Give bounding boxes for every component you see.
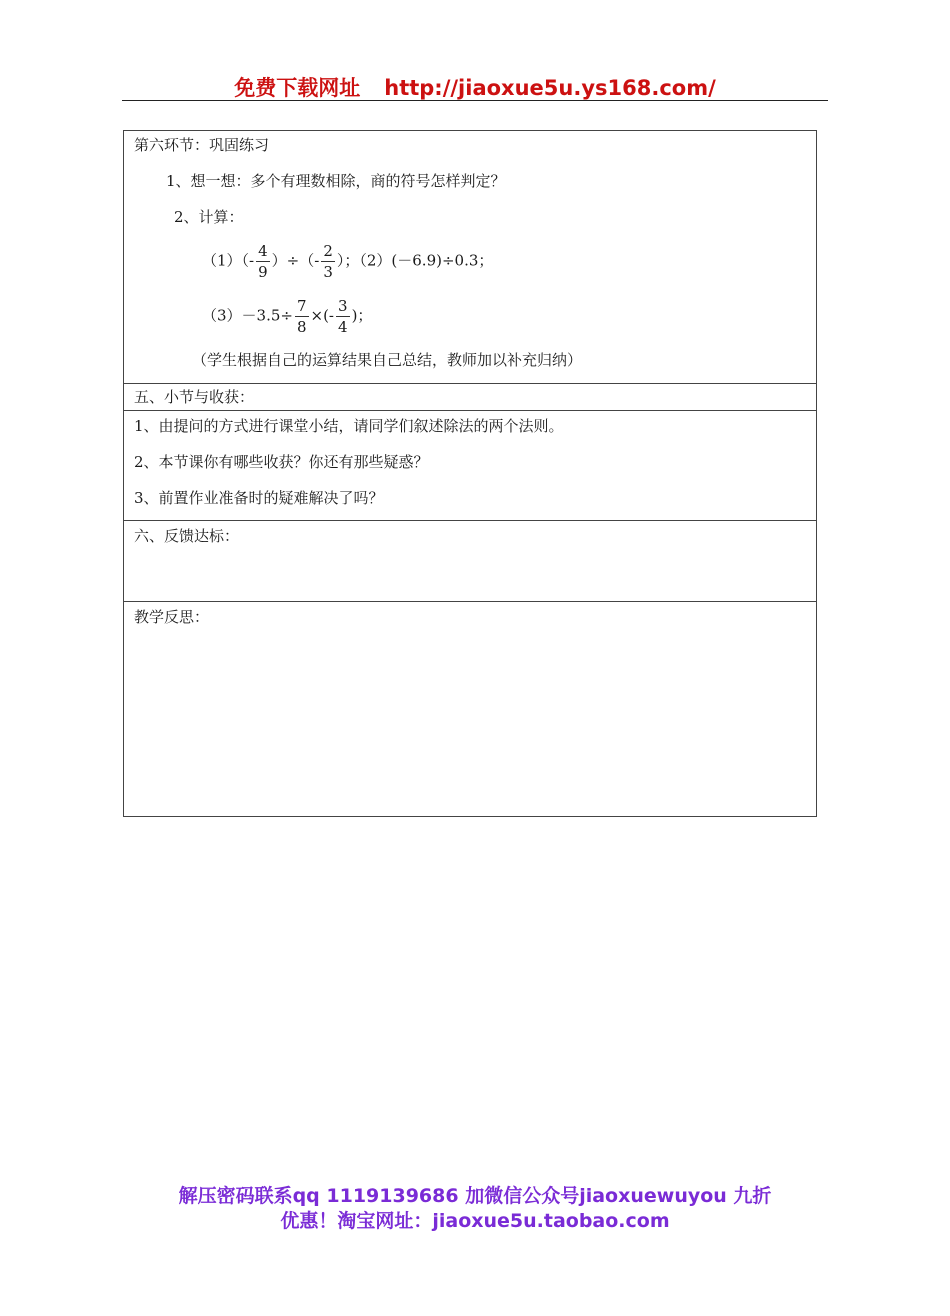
summary-title-cell xyxy=(123,383,817,411)
fraction-numerator: 2 xyxy=(323,242,333,260)
download-header xyxy=(0,72,950,102)
fraction-3-4 xyxy=(336,296,350,337)
summary-title: 五、小节与收获： xyxy=(134,388,255,406)
problem-1-2 xyxy=(202,241,493,282)
reflection-title: 教学反思： xyxy=(134,608,210,626)
problem-1-lead: （1）（- xyxy=(202,251,255,270)
fraction-denominator: 3 xyxy=(323,263,333,281)
header-divider xyxy=(122,100,828,101)
feedback-title: 六、反馈达标： xyxy=(134,527,240,545)
summary-item-1: 1、由提问的方式进行课堂小结，请同学们叙述除法的两个法则。 xyxy=(134,417,564,435)
summary-items-cell xyxy=(123,410,817,521)
problem-1-mid: ）÷（- xyxy=(271,251,320,270)
practice-note: （学生根据自己的运算结果自己总结，教师加以补充归纳） xyxy=(192,351,583,369)
fraction-denominator: 4 xyxy=(338,318,348,336)
reflection-cell xyxy=(123,601,817,817)
practice-section xyxy=(123,130,817,384)
problem-3-mid: ×(- xyxy=(310,306,335,325)
practice-title: 第六环节：巩固练习 xyxy=(134,136,270,154)
practice-question-2: 2、计算： xyxy=(174,208,244,226)
fraction-numerator: 4 xyxy=(258,242,268,260)
fraction-numerator: 3 xyxy=(338,297,348,315)
fraction-4-9 xyxy=(256,241,270,282)
feedback-cell xyxy=(123,520,817,602)
fraction-denominator: 8 xyxy=(296,318,307,336)
problem-3-tail: )； xyxy=(351,306,373,325)
fraction-numerator: 7 xyxy=(296,297,307,315)
problem-3-lead: （3）－3.5÷ xyxy=(202,306,293,325)
fraction-7-8 xyxy=(295,296,309,337)
problem-1-tail: ）；（2）(－6.9)÷0.3； xyxy=(336,251,494,270)
summary-item-2: 2、本节课你有哪些收获？你还有那些疑惑？ xyxy=(134,453,429,471)
footer-line-1: 解压密码联系qq 1119139686 加微信公众号jiaoxuewuyou 九折 xyxy=(178,1185,772,1207)
fraction-denominator: 9 xyxy=(258,263,268,281)
summary-item-3: 3、前置作业准备时的疑难解决了吗？ xyxy=(134,489,384,507)
footer-line-2: 优惠！淘宝网址：jiaoxue5u.taobao.com xyxy=(280,1210,670,1232)
fraction-2-3 xyxy=(321,241,335,282)
header-label: 免费下载网址 xyxy=(234,76,361,100)
header-url-link[interactable]: http://jiaoxue5u.ys168.com/ xyxy=(384,76,716,100)
practice-question-1: 1、想一想：多个有理数相除，商的符号怎样判定？ xyxy=(166,172,506,190)
problem-3 xyxy=(202,296,372,337)
